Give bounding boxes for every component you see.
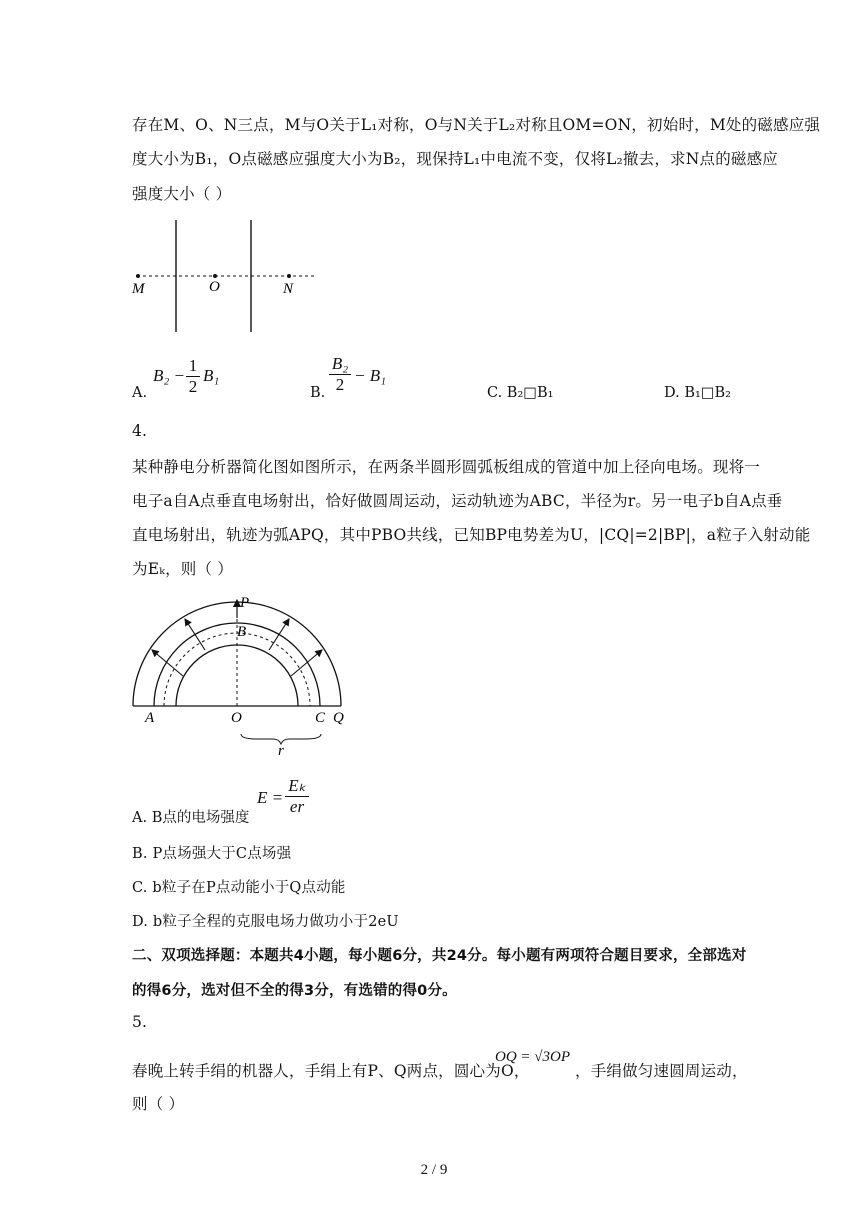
q4-text-line-1: 某种静电分析器简化图如图所示，在两条半圆形圆弧板组成的管道中加上径向电场。现将一 <box>132 458 761 476</box>
q3-text-line-1: 存在M、O、N三点，M与O关于L₁对称，O与N关于L₂对称且OM=ON，初始时，M处的磁感应强 <box>132 116 821 134</box>
point-o <box>213 274 217 278</box>
label-b: B <box>237 624 247 640</box>
label-p: P <box>240 595 250 611</box>
q3-text-line-2: 度大小为B₁，O点磁感应强度大小为B₂，现保持L₁中电流不变，仅将L₂撤去，求N点的磁感应 <box>132 150 778 168</box>
q5-text-line-2: 则（ ） <box>132 1095 185 1113</box>
q4-number: 4. <box>132 422 148 440</box>
wires-figure <box>125 215 325 340</box>
q3-option-a-fraction <box>186 356 200 397</box>
q4-option-a: A. B点的电场强度 <box>132 810 250 826</box>
q4-text-line-3: 直电场射出，轨迹为弧APQ，其中PBO共线，已知BP电势差为U，|CQ|=2|BP|，a粒子入射动能 <box>132 526 811 544</box>
q3-option-a-left: B₂ − <box>153 366 186 385</box>
label-o: O <box>209 279 220 295</box>
q4-option-d: D. b粒子全程的克服电场力做功小于2eU <box>132 914 399 930</box>
q3-option-b-label: B. <box>310 385 326 401</box>
label-n: N <box>283 281 294 297</box>
q4-option-a-fraction <box>285 776 309 817</box>
section-2-header-line-1: 二、双项选择题：本题共4小题，每小题6分，共24分。每小题有两项符合题目要求，全部选对 <box>132 948 747 964</box>
q5-text-line-1b: ，手绢做匀速圆周运动， <box>575 1062 748 1080</box>
q3-option-c: C. B₂□B₁ <box>487 385 554 401</box>
label-c: C <box>315 710 326 726</box>
q3-option-d: D. B₁□B₂ <box>664 385 731 401</box>
q3-option-a-label: A. <box>132 385 148 401</box>
point-n <box>287 274 291 278</box>
q4-option-a-den: er <box>285 796 309 817</box>
q3-option-a-right: B₁ <box>203 366 220 385</box>
q4-option-b: B. P点场强大于C点场强 <box>132 846 292 862</box>
q4-option-a-num: Eₖ <box>288 776 306 795</box>
analyzer-figure <box>125 590 360 755</box>
q5-formula: OQ = √3OP <box>495 1049 571 1065</box>
radial-arrow-left <box>152 650 183 676</box>
q3-option-a-num: 1 <box>188 356 198 375</box>
radial-arrow-left-upper <box>185 619 205 650</box>
point-m <box>136 274 140 278</box>
q3-option-a-den: 2 <box>186 376 200 397</box>
label-q: Q <box>333 710 344 726</box>
label-m: M <box>132 281 145 297</box>
label-a: A <box>145 710 155 726</box>
q5-text-line-1a: 春晚上转手绢的机器人，手绢上有P、Q两点，圆心为O， <box>132 1062 530 1080</box>
q3-option-b-den: 2 <box>329 374 351 395</box>
q3-option-b-right: − B₁ <box>354 366 387 385</box>
q4-option-c: C. b粒子在P点动能小于Q点动能 <box>132 880 346 896</box>
q5-number: 5. <box>132 1013 148 1031</box>
q3-option-b-fraction <box>329 354 351 395</box>
q3-text-line-3: 强度大小（ ） <box>132 185 232 203</box>
radial-arrow-right-upper <box>269 619 289 650</box>
label-o: O <box>231 710 242 726</box>
page-number: 2 / 9 <box>420 1162 448 1178</box>
q3-option-b-num: B₂ <box>331 354 349 373</box>
q4-text-line-2: 电子a自A点垂直电场射出，恰好做圆周运动，运动轨迹为ABC，半径为r。另一电子b自A点垂 <box>132 492 783 510</box>
label-r: r <box>278 743 284 755</box>
q4-option-a-formula-left: E = <box>257 788 284 807</box>
q4-text-line-4: 为Eₖ，则（ ） <box>132 560 233 578</box>
section-2-header-line-2: 的得6分，选对但不全的得3分，有选错的得0分。 <box>132 983 457 999</box>
